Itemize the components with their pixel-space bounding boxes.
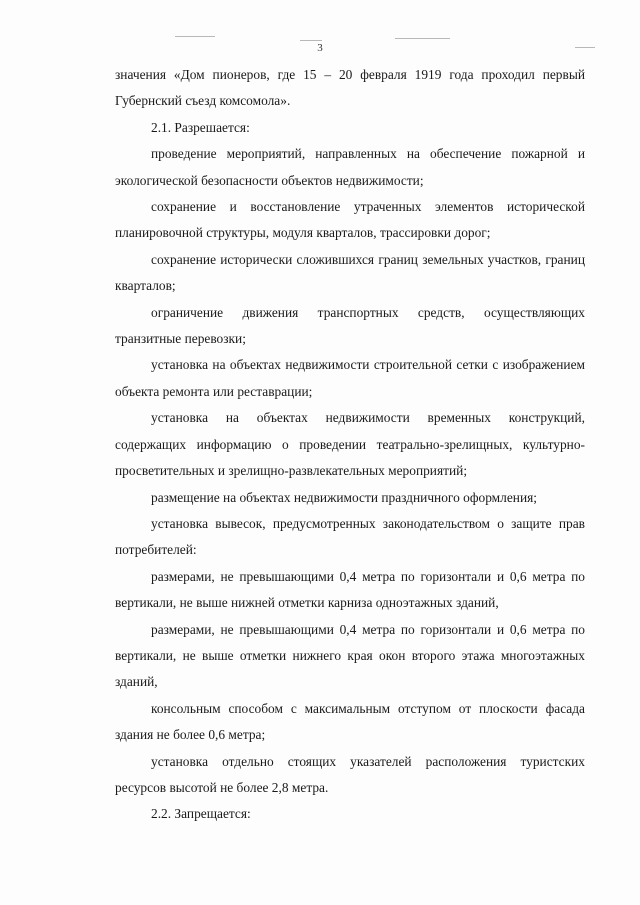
document-body — [115, 62, 585, 828]
paragraph-intro: значения «Дом пионеров, где 15 – 20 февраля 1919 года проходил первый Губернский съезд комсомола». — [115, 67, 585, 109]
paragraph: ограничение движения транспортных средств, осуществляющих транзитные перевозки; — [115, 304, 585, 347]
paragraph: проведение мероприятий, направленных на обеспечение пожарной и экологической безопасности объектов недвижимости; — [115, 146, 585, 188]
paragraph: установка вывесок, предусмотренных законодательством о защите прав потребителей: — [115, 515, 585, 558]
scan-artifact — [300, 40, 322, 41]
paragraph: размерами, не превышающими 0,4 метра по горизонтали и 0,6 метра по вертикали, не выше отметки нижнего края окон второго этажа многоэтажных зданий, — [115, 621, 585, 690]
paragraph: сохранение и восстановление утраченных элементов исторической планировочной структуры, модуля кварталов, трассировки дорог; — [115, 199, 585, 241]
page-number: 3 — [317, 42, 323, 54]
paragraph: размещение на объектах недвижимости праздничного оформления; — [151, 489, 537, 505]
section-heading-2-2: 2.2. Запрещается: — [151, 806, 251, 822]
paragraph: консольным способом с максимальным отступом от плоскости фасада здания не более 0,6 метра; — [115, 700, 585, 743]
paragraph: установка на объектах недвижимости временных конструкций, содержащих информацию о проведении театрально-зрелищных, культурно-просветительных и зрелищно-развлекательных мероприятий; — [115, 410, 585, 479]
scan-artifact — [175, 36, 215, 37]
paragraph: установка на объектах недвижимости строительной сетки с изображением объекта ремонта или реставрации; — [115, 357, 585, 399]
scan-artifact — [395, 38, 450, 39]
paragraph: установка отдельно стоящих указателей расположения туристских ресурсов высотой не более 2,8 метра. — [115, 753, 585, 795]
paragraph: размерами, не превышающими 0,4 метра по горизонтали и 0,6 метра по вертикали, не выше нижней отметки карниза одноэтажных зданий, — [115, 568, 585, 611]
paragraph: сохранение исторически сложившихся границ земельных участков, границ кварталов; — [115, 251, 585, 294]
section-heading-2-1: 2.1. Разрешается: — [151, 119, 250, 135]
